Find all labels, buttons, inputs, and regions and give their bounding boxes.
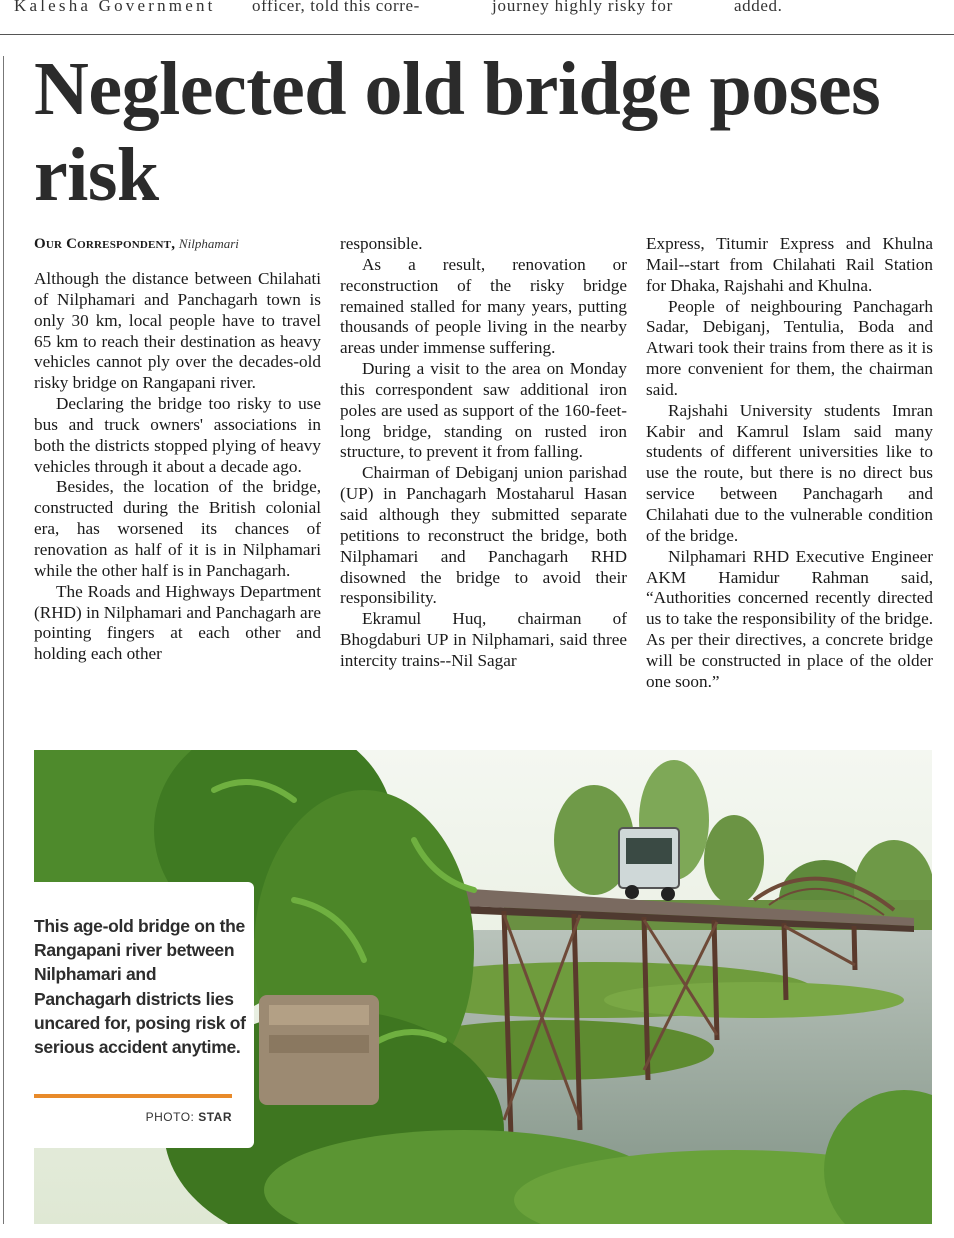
paragraph: responsible. [340,234,423,253]
paragraph: Express, Titumir Express and Khulna Mail--start from Chilahati Rail Station for Dhaka, Rajshahi and Khulna. [646,234,933,295]
article-headline: Neglected old bridge poses risk [34,47,881,217]
strip-text-4: added. [734,0,783,15]
photo-caption: This age-old bridge on the Rangapani river between Nilphamari and Panchagarh districts lies uncared for, posing risk of serious accident anytime. [34,916,246,1058]
paragraph: Nilphamari RHD Executive Engineer AKM Hamidur Rahman said, “Authorities concerned recently directed us to take the responsibility of the bridge. As per their directives, a concrete bridge will be constructed in place of the older one soon.” [646,546,933,691]
paragraph: As a result, renovation or reconstruction of the risky bridge remained stalled for many years, putting thousands of people living in the nearby areas under immense suffering. [340,254,627,358]
article-column-3 [646,234,933,693]
byline [34,236,334,253]
bridge-photo [34,750,932,1224]
strip-text-1: Kalesha Government [14,0,216,15]
previous-article-strip [0,0,954,35]
byline-location: Nilphamari [178,236,239,251]
paragraph: During a visit to the area on Monday this correspondent saw additional iron poles are used as support of the 160-feet-long bridge, standing on rusted iron structure, to prevent it from falling. [340,359,627,462]
paragraph: Ekramul Huq, chairman of Bhogdaburi UP in Nilphamari, said three intercity trains--Nil Sagar [340,609,627,670]
paragraph: Rajshahi University students Imran Kabir and Kamrul Islam said many students of different universities like to use the route, but there is no direct bus service between Panchagarh and Chilahati due to the vulnerable condition of the bridge. [646,400,933,545]
photo-caption-box [34,882,254,1148]
paragraph: Besides, the location of the bridge, constructed during the British colonial era, has worsened its chances of renovation as half of it is in Nilphamari while the other half is in Panchagarh. [34,477,321,580]
photo-credit-source: STAR [198,1110,232,1124]
byline-author: Our Correspondent, [34,236,176,252]
column-rule [3,56,4,1224]
paragraph: People of neighbouring Panchagarh Sadar, Debiganj, Tentulia, Boda and Atwari took their trains from there as it is more convenient for them, the chairman said. [646,296,933,399]
strip-text-2: officer, told this corre- [252,0,420,15]
article-column-1 [34,269,321,665]
photo-credit [146,1110,232,1124]
paragraph: Declaring the bridge too risky to use bus and truck owners' associations in both the districts stopped plying of heavy vehicles through it about a decade ago. [34,394,321,476]
paragraph: Although the distance between Chilahati of Nilphamari and Panchagarh town is only 30 km, local people have to travel 65 km to reach their destination as heavy vehicles cannot ply over the decades-old risky bridge on Rangapani river. [34,269,321,393]
photo-credit-label: PHOTO: [145,1110,195,1124]
caption-accent-rule [34,1094,232,1098]
strip-text-3: journey highly risky for [492,0,674,15]
article-column-2 [340,234,627,672]
paragraph: Chairman of Debiganj union parishad (UP) in Panchagarh Mostaharul Hasan said although they submitted separate petitions to reconstruct the bridge, both Nilphamari and Panchagarh RHD disowned the bridge to avoid their responsibility. [340,463,627,608]
paragraph: The Roads and Highways Department (RHD) in Nilphamari and Panchagarh are pointing fingers at each other and holding each other [34,581,321,664]
